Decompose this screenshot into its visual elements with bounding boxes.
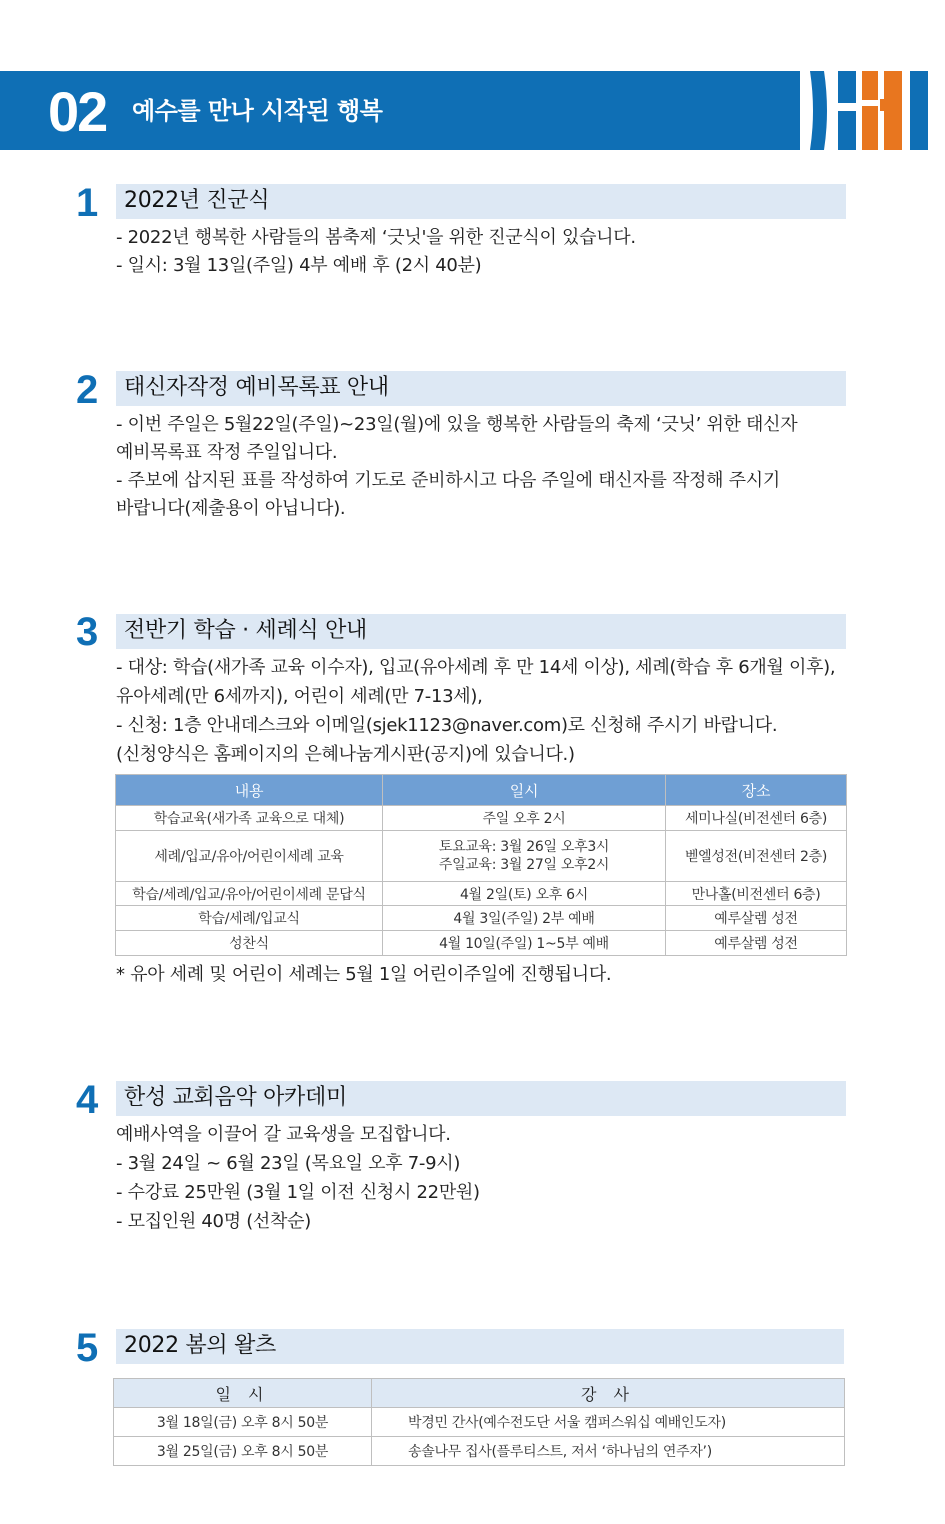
section-4-number: 4 [76, 1078, 99, 1122]
table-row [114, 1437, 845, 1466]
table-cell: 벧엘성전(비전센터 2층) [666, 831, 847, 882]
table-header: 일시 [383, 775, 666, 806]
header-title: 예수를 만나 시작된 행복 [132, 97, 383, 125]
header-number: 02 [48, 80, 107, 143]
section-5-title: 2022 봄의 왈츠 [124, 1333, 276, 1358]
table-cell: 송솔나무 집사(플루티스트, 저서 ‘하나님의 연주자’) [372, 1437, 845, 1466]
lecture-table [113, 1378, 845, 1466]
table-cell: 세례/입교/유아/어린이세례 교육 [116, 831, 383, 882]
table-cell: 4월 10일(주일) 1~5부 예배 [383, 931, 666, 956]
table-cell: 주일 오후 2시 [383, 806, 666, 831]
section-3-line: - 대상: 학습(새가족 교육 이수자), 입교(유아세례 후 만 14세 이상), 세례(학습 후 6개월 이후), [116, 657, 836, 678]
section-3-title: 전반기 학습 · 세례식 안내 [124, 618, 367, 643]
church-logo-icon [800, 71, 945, 150]
section-3-line: - 신청: 1층 안내데스크와 이메일(sjek1123@naver.com)로 신청해 주시기 바랍니다. [116, 715, 778, 736]
table-cell: 4월 3일(주일) 2부 예배 [383, 906, 666, 931]
section-1-title: 2022년 진군식 [124, 188, 270, 213]
table-cell: 3월 25일(금) 오후 8시 50분 [114, 1437, 372, 1466]
table-row [114, 1408, 845, 1437]
section-3-number: 3 [76, 610, 99, 654]
table-header: 일 시 [114, 1379, 372, 1408]
table-cell: 박경민 간사(예수전도단 서울 캠퍼스워십 예배인도자) [372, 1408, 845, 1437]
section-5-number: 5 [76, 1326, 99, 1370]
table-header: 강 사 [372, 1379, 845, 1408]
section-2-line: 예비목록표 작정 주일입니다. [116, 442, 338, 463]
table-cell: 예루살렘 성전 [666, 906, 847, 931]
schedule-table [115, 774, 847, 956]
section-4-title: 한성 교회음악 아카데미 [124, 1085, 347, 1110]
section-4-line: 예배사역을 이끌어 갈 교육생을 모집합니다. [116, 1124, 451, 1145]
section-2-line: 바랍니다(제출용이 아닙니다). [116, 498, 346, 519]
section-4-line: - 3월 24일 ~ 6월 23일 (목요일 오후 7-9시) [116, 1153, 461, 1174]
section-4-line: - 모집인원 40명 (선착순) [116, 1211, 311, 1232]
table-row [116, 906, 847, 931]
table-cell: 학습/세례/입교/유아/어린이세례 문답식 [116, 882, 383, 906]
table-row [116, 831, 847, 882]
table-row [116, 931, 847, 956]
section-2-line: - 이번 주일은 5월22일(주일)~23일(월)에 있을 행복한 사람들의 축제 ‘긋닛’ 위한 태신자 [116, 414, 798, 435]
table-cell: 예루살렘 성전 [666, 931, 847, 956]
table-cell: 학습/세례/입교식 [116, 906, 383, 931]
section-2-title: 태신자작정 예비목록표 안내 [124, 375, 389, 400]
table-cell: 성찬식 [116, 931, 383, 956]
table-cell: 세미나실(비전센터 6층) [666, 806, 847, 831]
table-cell: 3월 18일(금) 오후 8시 50분 [114, 1408, 372, 1437]
section-1-line: - 2022년 행복한 사람들의 봄축제 ‘긋닛'을 위한 진군식이 있습니다. [116, 227, 636, 248]
section-2-number: 2 [76, 368, 99, 412]
table-row [116, 806, 847, 831]
table-cell: 만나홀(비전센터 6층) [666, 882, 847, 906]
section-2-line: - 주보에 삽지된 표를 작성하여 기도로 준비하시고 다음 주일에 태신자를 작정해 주시기 [116, 470, 780, 491]
table-cell: 4월 2일(토) 오후 6시 [383, 882, 666, 906]
table-row [116, 882, 847, 906]
section-1-number: 1 [76, 181, 99, 225]
section-4-line: - 수강료 25만원 (3월 1일 이전 신청시 22만원) [116, 1182, 480, 1203]
table-cell: 토요교육: 3월 26일 오후3시 주일교육: 3월 27일 오후2시 [383, 831, 666, 882]
table-header: 내용 [116, 775, 383, 806]
section-3-note: * 유아 세례 및 어린이 세례는 5월 1일 어린이주일에 진행됩니다. [116, 964, 612, 985]
section-1-line: - 일시: 3월 13일(주일) 4부 예배 후 (2시 40분) [116, 255, 482, 276]
table-header: 장소 [666, 775, 847, 806]
table-cell: 학습교육(새가족 교육으로 대체) [116, 806, 383, 831]
section-3-line: 유아세례(만 6세까지), 어린이 세례(만 7-13세), [116, 686, 483, 707]
section-3-line: (신청양식은 홈페이지의 은혜나눔게시판(공지)에 있습니다.) [116, 744, 575, 765]
